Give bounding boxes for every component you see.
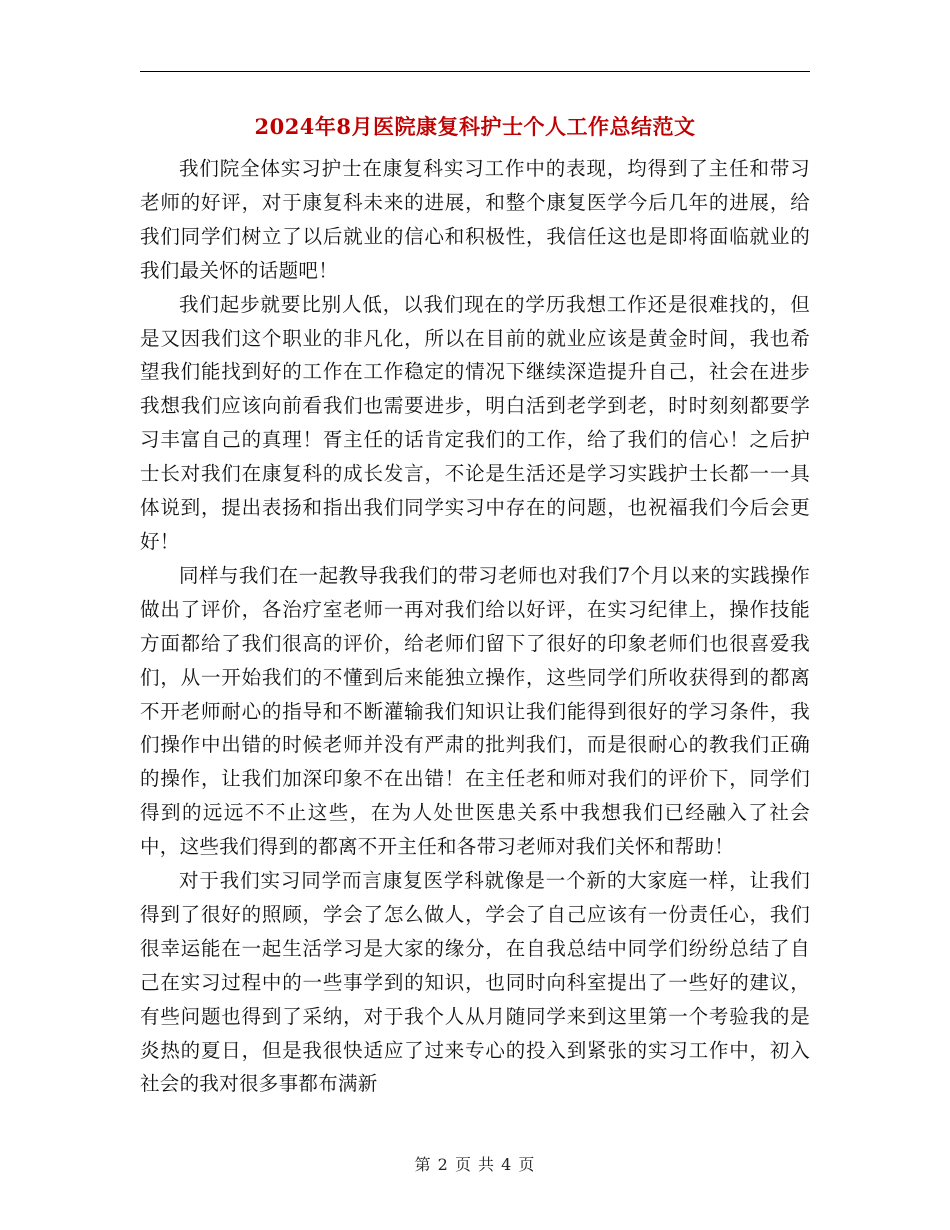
document-title: 2024年8月医院康复科护士个人工作总结范文 [254, 114, 696, 139]
page-number-footer: 第 2 页 共 4 页 [414, 1155, 536, 1174]
document-body [140, 152, 810, 1101]
paragraph-1: 我们院全体实习护士在康复科实习工作中的表现，均得到了主任和带习老师的好评，对于康复科未来的进展，和整个康复医学今后几年的进展，给我们同学们树立了以后就业的信心和积极性，我信任这也是即将面临就业的我们最关怀的话题吧！ [140, 157, 810, 282]
paragraph-3: 同样与我们在一起教导我我们的带习老师也对我们7个月以来的实践操作做出了评价，各治疗室老师一再对我们给以好评，在实习纪律上，操作技能方面都给了我们很高的评价，给老师们留下了很好的印象老师们也很喜爱我们，从一开始我们的不懂到后来能独立操作，这些同学们所收获得到的都离不开老师耐心的指导和不断灌输我们知识让我们能得到很好的学习条件，我们操作中出错的时候老师并没有严肃的批判我们，而是很耐心的教我们正确的操作，让我们加深印象不在出错！在主任老和师对我们的评价下，同学们得到的远远不不止这些，在为人处世医患关系中我想我们已经融入了社会中，这些我们得到的都离不开主任和各带习老师对我们关怀和帮助！ [140, 563, 810, 859]
paragraph-4: 对于我们实习同学而言康复医学科就像是一个新的大家庭一样，让我们得到了很好的照顾，学会了怎么做人，学会了自己应该有一份责任心，我们很幸运能在一起生活学习是大家的缘分，在自我总结中同学们纷纷总结了自己在实习过程中的一些事学到的知识，也同时向科室提出了一些好的建议，有些问题也得到了采纳，对于我个人从月随同学来到这里第一个考验我的是炎热的夏日，但是我很快适应了过来专心的投入到紧张的实习工作中，初入社会的我对很多事都布满新 [140, 869, 810, 1096]
header-rule [140, 71, 810, 72]
paragraph-2: 我们起步就要比别人低，以我们现在的学历我想工作还是很难找的，但是又因我们这个职业的非凡化，所以在目前的就业应该是黄金时间，我也希望我们能找到好的工作在工作稳定的情况下继续深造提升自己，社会在进步我想我们应该向前看我们也需要进步，明白活到老学到老，时时刻刻都要学习丰富自己的真理！胥主任的话肯定我们的工作，给了我们的信心！之后护士长对我们在康复科的成长发言，不论是生活还是学习实践护士长都一一具体说到，提出表扬和指出我们同学实习中存在的问题，也祝福我们今后会更好！ [140, 292, 810, 553]
